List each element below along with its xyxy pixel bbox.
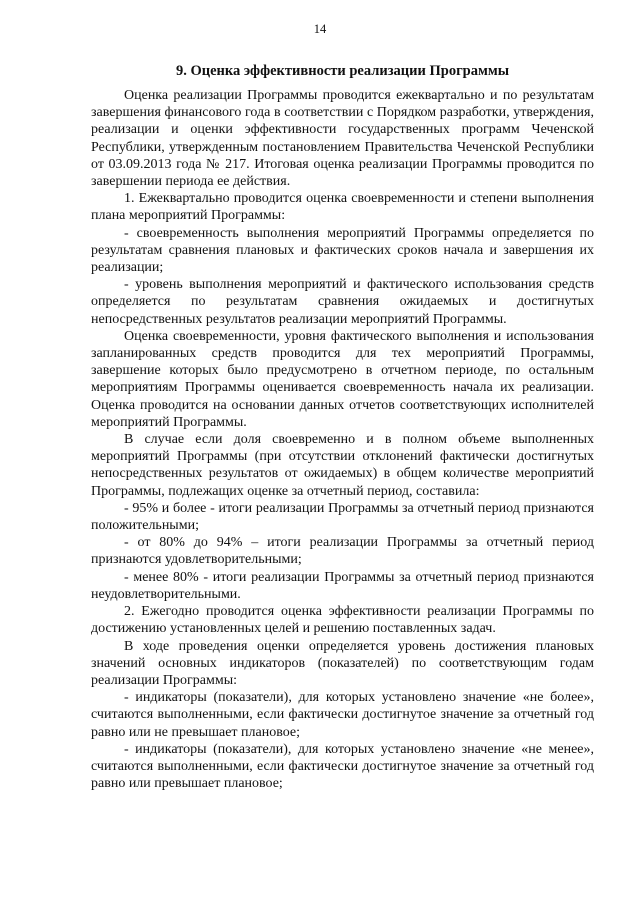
paragraph-intro: Оценка реализации Программы проводится ежеквартально и по результатам завершения финансового года в соответствии с Порядком разработки, утверждения, реализации и оценки эффективности государственных программ Чеченской Республики, утвержденным постановлением Правительства Чеченской Республики от 03.09.2013 года № 217. Итоговая оценка реализации Программы проводится по завершении периода ее действия.: [91, 88, 594, 190]
paragraph-annual-assessment: 2. Ежегодно проводится оценка эффективности реализации Программы по достижению установленных целей и решению поставленных задач.: [91, 604, 594, 637]
paragraph-execution-level-item: - уровень выполнения мероприятий и фактического использования средств определяется по результатам сравнения ожидаемых и достигнутых непосредственных результатов реализации мероприятий Программы.: [91, 277, 594, 327]
paragraph-indicator-not-more: - индикаторы (показатели), для которых установлено значение «не более», считаются выполненными, если фактически достигнутое значение за отчетный год равно или не превышает плановое;: [91, 690, 594, 740]
paragraph-indicator-evaluation: В ходе проведения оценки определяется уровень достижения плановых значений основных индикаторов (показателей) по соответствующим годам реализации Программы:: [91, 638, 594, 688]
paragraph-share-condition: В случае если доля своевременно и в полном объеме выполненных мероприятий Программы (при отсутствии отклонений фактически достигнутых непосредственных результатов от ожидаемых) в общем количестве мероприятий Программы, подлежащих оценке за отчетный период, составила:: [91, 432, 594, 499]
paragraph-timeliness-item: - своевременность выполнения мероприятий Программы определяется по результатам сравнения плановых и фактических сроков начала и завершения их реализации;: [91, 225, 594, 276]
paragraph-quarterly-assessment: 1. Ежеквартально проводится оценка своевременности и степени выполнения плана мероприятий Программы:: [91, 191, 594, 224]
paragraph-assessment-scope: Оценка своевременности, уровня фактического выполнения и использования запланированных средств проводится для тех мероприятий Программы, завершение которых было предусмотрено в отчетном периоде, по остальным мероприятиям Программы оценивается своевременность начала их реализации. Оценка проводится на основании данных отчетов соответствующих исполнителей мероприятий Программы.: [91, 328, 594, 430]
page-number: 14: [313, 22, 327, 36]
document-body: [91, 62, 594, 792]
paragraph-indicator-not-less: - индикаторы (показатели), для которых установлено значение «не менее», считаются выполненными, если фактически достигнутое значение за отчетный год равно или превышает плановое;: [91, 741, 594, 792]
paragraph-result-positive: - 95% и более - итоги реализации Программы за отчетный период признаются положительными;: [91, 500, 594, 534]
paragraph-result-unsatisfactory: - менее 80% - итоги реализации Программы за отчетный период признаются неудовлетворительными.: [91, 569, 594, 602]
paragraph-result-satisfactory: - от 80% до 94% – итоги реализации Программы за отчетный период признаются удовлетворительными;: [91, 535, 594, 568]
section-heading: 9. Оценка эффективности реализации Программы: [175, 63, 510, 79]
